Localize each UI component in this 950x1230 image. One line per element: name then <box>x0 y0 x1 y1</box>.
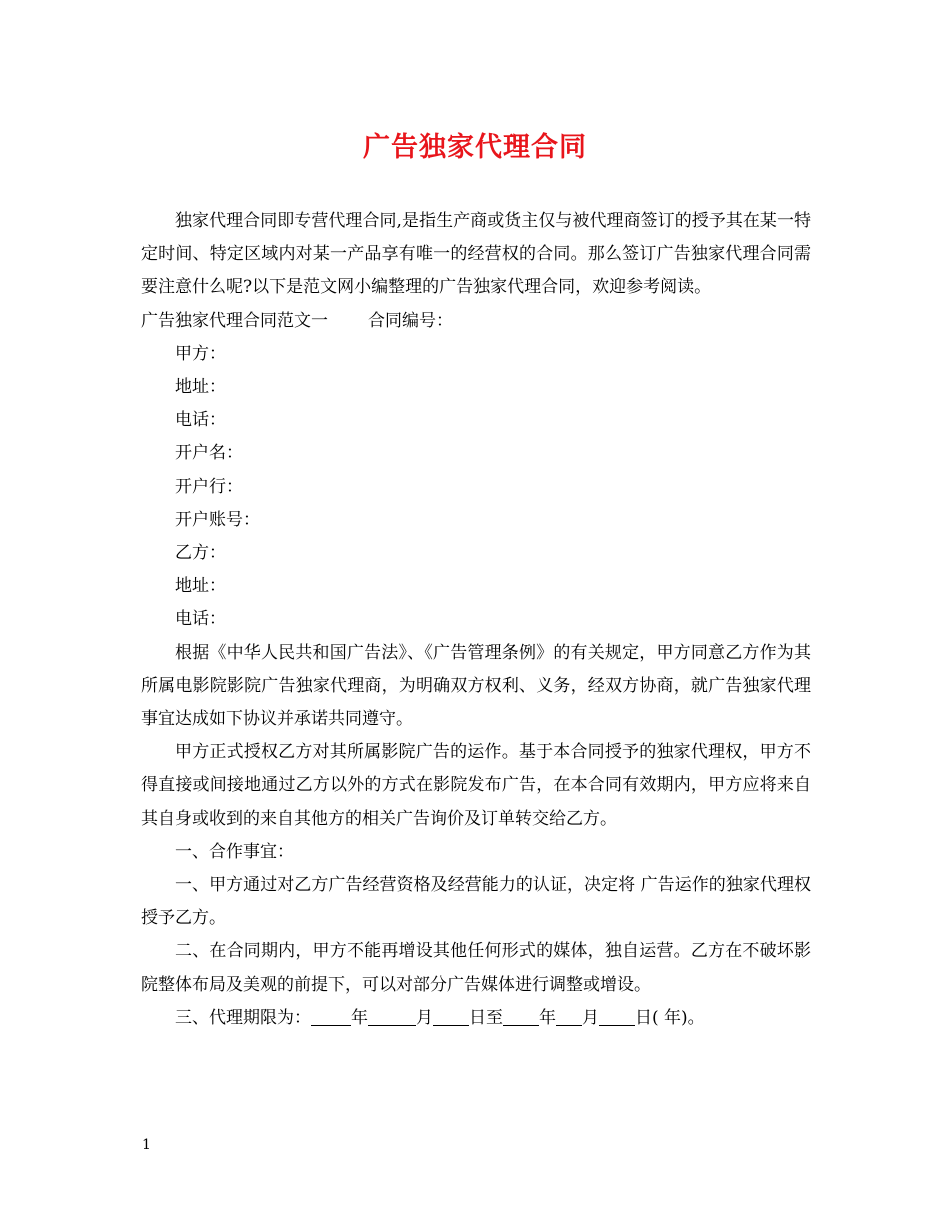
blank-year-start <box>311 1008 351 1026</box>
legal-basis-paragraph: 根据《中华人民共和国广告法》、《广告管理条例》的有关规定，甲方同意乙方作为其所属电影院影院广告独家代理商，为明确双方权利、义务，经双方协商，就广告独家代理事宜达成如下协议并承诺共同遵守。 <box>141 642 811 730</box>
authorization-paragraph: 甲方正式授权乙方对其所属影院广告的运作。基于本合同授予的独家代理权，甲方不得直接或间接地通过乙方以外的方式在影院发布广告，在本合同有效期内，甲方应将来自其自身或收到的来自其他方的相关广告询价及订单转交给乙方。 <box>141 742 811 829</box>
sample-heading: 广告独家代理合同范文一 <box>141 310 328 331</box>
clause-2: 二、在合同期内，甲方不能再增设其他任何形式的媒体，独自运营。乙方在不破坏影院整体布局及美观的前提下，可以对部分广告媒体进行调整或增设。 <box>141 941 811 995</box>
clause-1: 一、甲方通过对乙方广告经营资格及经营能力的认证，决定将 广告运作的独家代理权授予乙方。 <box>141 875 811 929</box>
section-1-heading: 一、合作事宜： <box>175 841 294 862</box>
party-b-phone: 电话： <box>175 609 226 630</box>
intro-paragraph: 独家代理合同即专营代理合同,是指生产商或货主仅与被代理商签订的授予其在某一特定时间、特定区域内对某一产品享有唯一的经营权的合同。那么签订广告独家代理合同需要注意什么呢?以下是范文网小编整理的广告独家代理合同，欢迎参考阅读。 <box>141 211 811 298</box>
party-a-bank: 开户行： <box>175 476 243 497</box>
contract-number-label: 合同编号： <box>368 310 453 331</box>
clause-3-prefix: 三、代理期限为： <box>175 1007 311 1028</box>
party-b-label: 乙方： <box>175 543 226 564</box>
party-b-address: 地址： <box>175 576 226 597</box>
blank-month-start <box>368 1008 416 1026</box>
party-a-address: 地址： <box>175 377 226 398</box>
blank-day-start <box>433 1008 469 1026</box>
document-title: 广告独家代理合同 <box>363 132 587 163</box>
party-a-account-name: 开户名： <box>175 443 243 464</box>
clause-3-day-2: 日( <box>635 1007 659 1028</box>
party-a-label: 甲方： <box>175 343 226 364</box>
clause-3-year-1: 年 <box>351 1007 368 1028</box>
clause-3-month-1: 月 <box>416 1007 433 1028</box>
page-number: 1 <box>142 1137 151 1153</box>
blank-day-end <box>599 1008 635 1026</box>
clause-3-day-1-to: 日至 <box>469 1007 503 1028</box>
clause-3-month-2: 月 <box>582 1007 599 1028</box>
blank-year-end <box>503 1008 539 1026</box>
clause-3 <box>141 1002 811 1035</box>
sample-heading-line <box>141 305 811 338</box>
party-a-account-number: 开户账号： <box>175 509 260 530</box>
document-body <box>141 205 811 1035</box>
clause-3-suffix: 年)。 <box>664 1007 705 1028</box>
blank-month-end <box>556 1008 582 1026</box>
party-a-phone: 电话： <box>175 410 226 431</box>
clause-3-year-2: 年 <box>539 1007 556 1028</box>
